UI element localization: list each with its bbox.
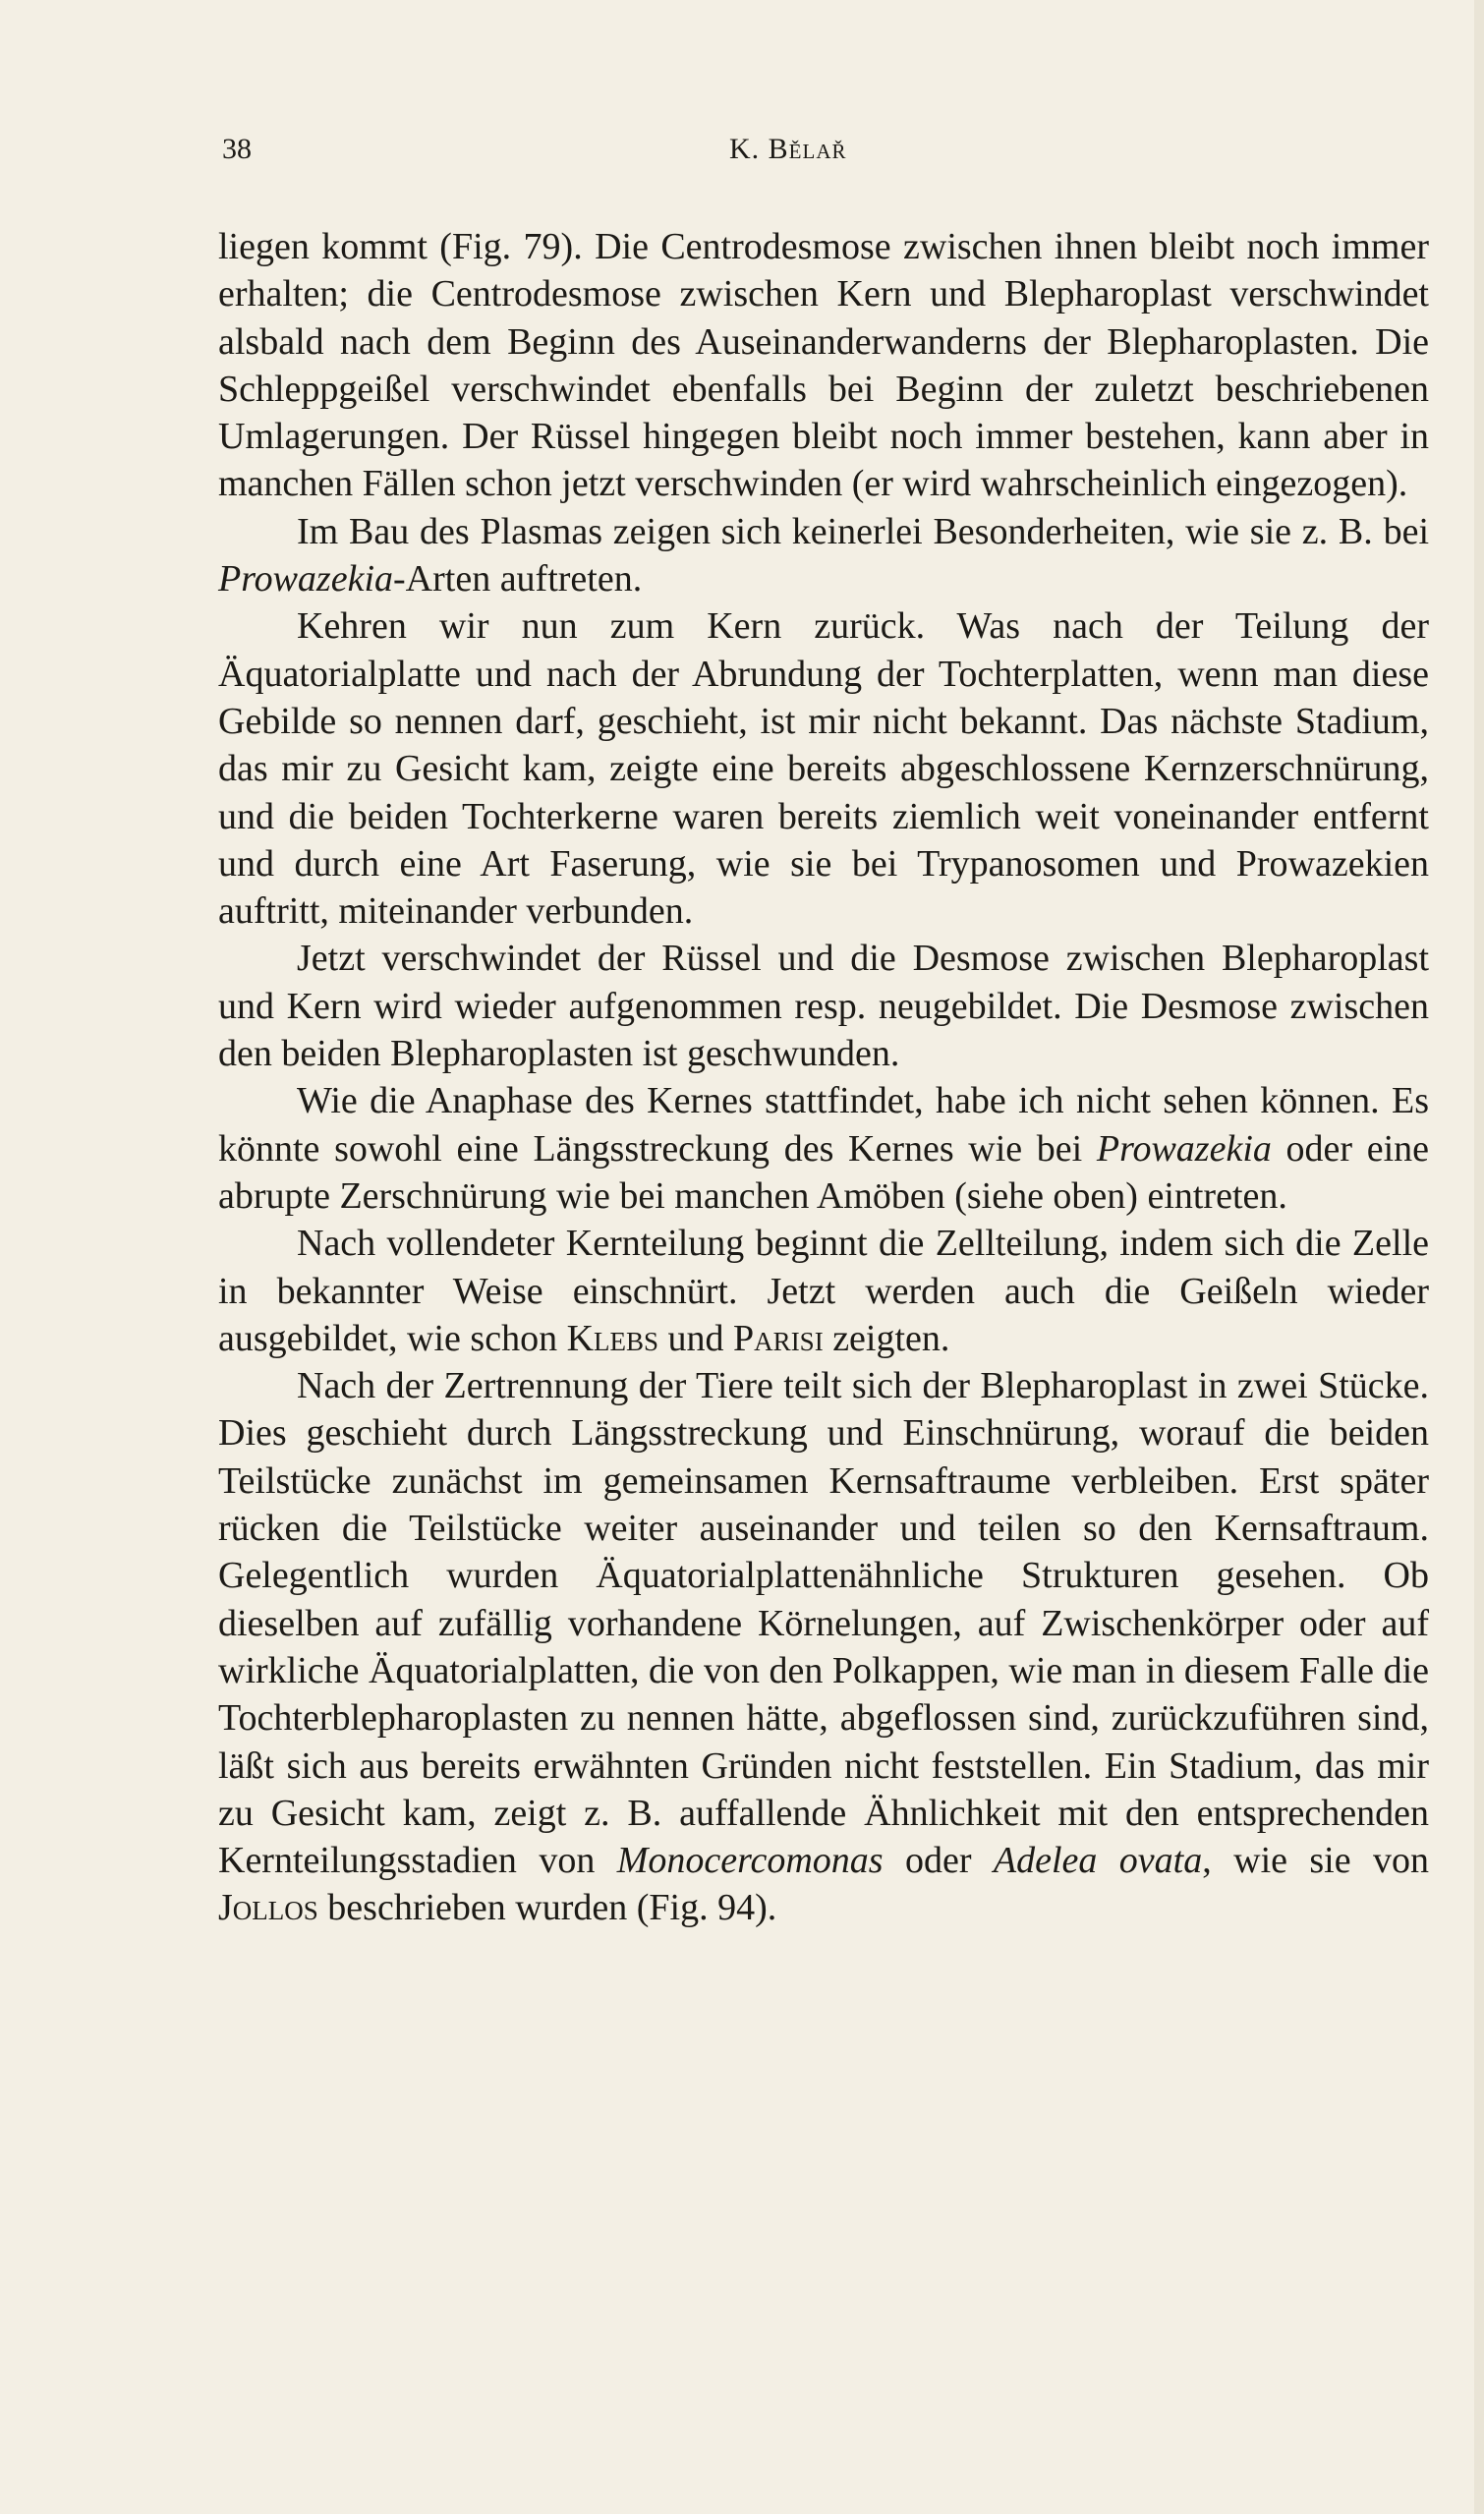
page-edge bbox=[1474, 0, 1484, 2514]
paragraph-blepharoplast bbox=[218, 1362, 1429, 1932]
author-name: Jollos bbox=[218, 1887, 318, 1929]
paragraph-text: liegen kommt (Fig. 79). Die Centrodesmose zwischen ihnen bleibt noch immer erhalten; die Centrodesmose zwischen Kern und Blepharoplast verschwindet alsbald nach dem Beginn des Auseinanderwanderns der Blepharoplasten. Die Schleppgeißel verschwindet ebenfalls bei Beginn der zuletzt beschriebenen Umlagerungen. Der Rüssel hingegen bleibt noch immer bestehen, kann aber in manchen Fällen schon jetzt verschwinden (er wird wahrscheinlich eingezogen). bbox=[218, 226, 1429, 505]
paragraph-text: Kehren wir nun zum Kern zurück. Was nach der Teilung der Äquatorialplatte und nach der Abrundung der Tochterplatten, wenn man diese Gebilde so nennen darf, geschieht, ist mir nicht bekannt. Das nächste Stadium, das mir zu Gesicht kam, zeigte eine bereits abgeschlossene Kernzerschnürung, und die beiden Tochterkerne waren bereits ziemlich weit voneinander entfernt und durch eine Art Faserung, wie sie bei Trypanosomen und Prowazekien auftritt, miteinander verbunden. bbox=[218, 605, 1429, 933]
paragraph-text: Nach vollendeter Kernteilung beginnt die Zellteilung, indem sich die Zelle in bekannter Weise einschnürt. Jetzt werden auch die Geißeln wieder ausgebildet, wie schon bbox=[218, 1223, 1429, 1359]
body-text bbox=[218, 223, 1429, 1932]
paragraph-text: oder eine abrupte Zerschnürung wie bei manchen Amöben (siehe oben) eintreten. bbox=[218, 1127, 1430, 1217]
author-name: Parisi bbox=[733, 1317, 824, 1359]
paragraph-text: Wie die Anaphase des Kernes stattfindet, habe ich nicht sehen können. Es könnte sowohl eine Längsstreckung des Kernes wie bei bbox=[218, 1080, 1429, 1170]
paragraph-ruessel bbox=[218, 935, 1429, 1077]
page-number: 38 bbox=[222, 133, 252, 165]
paragraph-anaphase bbox=[218, 1077, 1429, 1220]
running-header bbox=[218, 123, 1429, 182]
italic-genus-name: Prowazekia bbox=[218, 558, 394, 600]
paragraph-text: oder bbox=[883, 1840, 994, 1882]
italic-genus-name: Prowazekia bbox=[1096, 1127, 1272, 1170]
book-page bbox=[218, 123, 1429, 1932]
italic-genus-name: Monocercomonas bbox=[616, 1840, 884, 1882]
paragraph-continuation bbox=[218, 223, 1429, 508]
paragraph-plasma bbox=[218, 508, 1429, 603]
paragraph-text: Jetzt verschwindet der Rüssel und die Desmose zwischen Blepharoplast und Kern wird wieder aufgenommen resp. neugebildet. Die Desmose zwischen den beiden Blepharoplasten ist geschwunden. bbox=[218, 938, 1429, 1075]
paragraph-text: und bbox=[658, 1317, 734, 1359]
author-name: Klebs bbox=[566, 1317, 659, 1359]
paragraph-text: zeigten. bbox=[823, 1317, 950, 1359]
paragraph-text: Im Bau des Plasmas zeigen sich keinerlei Besonderheiten, wie sie z. B. bei bbox=[297, 510, 1429, 552]
paragraph-zellteilung bbox=[218, 1220, 1429, 1362]
paragraph-text: Nach der Zertrennung der Tiere teilt sich der Blepharoplast in zwei Stücke. Dies geschieht durch Längsstreckung und Einschnürung, worauf die beiden Teilstücke zunächst im gemeinsamen Kernsaftraume verbleiben. Erst später rücken die Teilstücke weiter auseinander und teilen so den Kernsaftraum. Gelegentlich wurden Äquatorialplattenähnliche Strukturen gesehen. Ob dieselben auf zufällig vorhandene Körnelungen, auf Zwischenkörper oder auf wirkliche Äquatorialplatten, die von den Polkappen, wie man in diesem Falle die Tochterblepharoplasten zu nennen hätte, abgeflossen sind, zurückzuführen sind, läßt sich aus bereits erwähnten Gründen nicht feststellen. Ein Stadium, das mir zu Gesicht kam, zeigt z. B. auffallende Ähnlichkeit mit den entsprechenden Kernteilungsstadien von bbox=[218, 1365, 1429, 1882]
italic-species-name: Adelea ovata bbox=[993, 1840, 1203, 1882]
paragraph-text: -Arten auftreten. bbox=[393, 558, 643, 600]
running-head-author: K. Bělař bbox=[729, 133, 847, 165]
paragraph-text: , wie sie von bbox=[1202, 1840, 1429, 1882]
paragraph-kern bbox=[218, 602, 1429, 935]
paragraph-text: beschrieben wurden (Fig. 94). bbox=[317, 1887, 777, 1929]
